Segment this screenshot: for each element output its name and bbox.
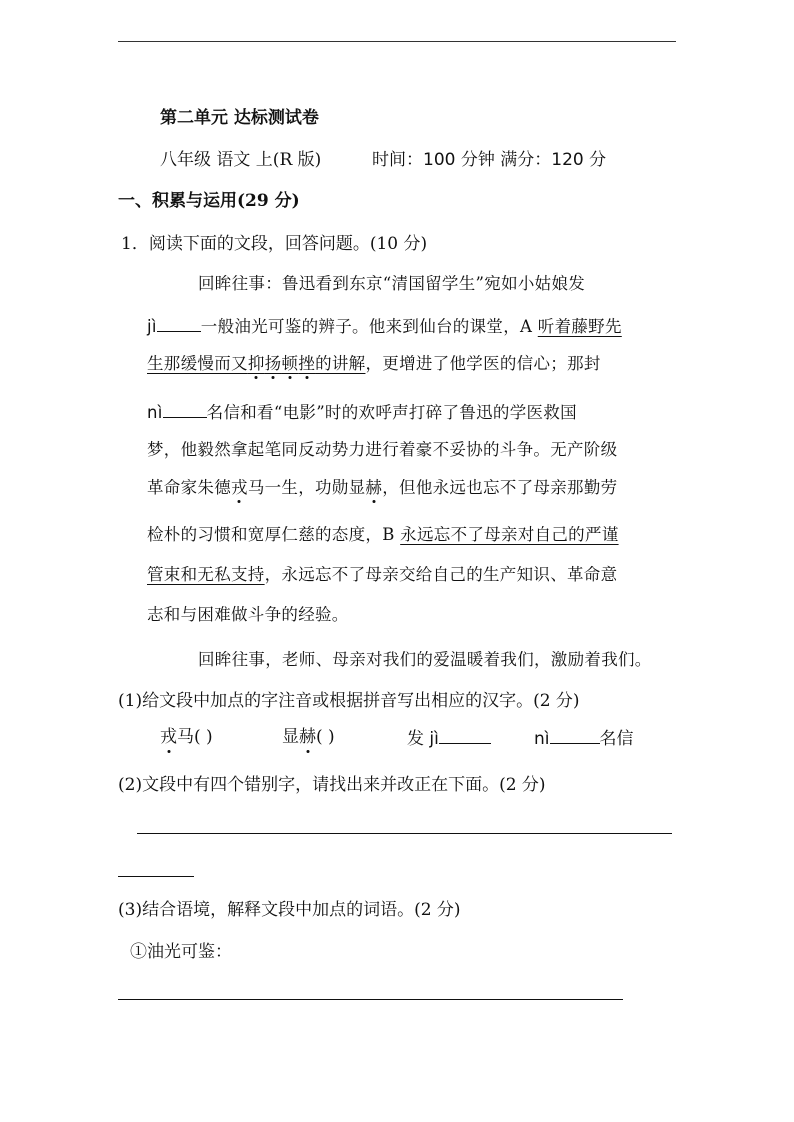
- header-rule: [118, 41, 676, 42]
- exam-title: 第二单元 达标测试卷: [160, 108, 319, 128]
- sub1-item-2[interactable]: 显赫( ): [282, 727, 335, 747]
- pinyin-ni: nì: [147, 403, 163, 422]
- passage-line-7: 检朴的习惯和宽厚仁慈的态度，B 永远忘不了母亲对自己的严谨: [147, 525, 619, 544]
- sub3-item-1: ①油光可鉴：: [130, 942, 232, 962]
- sub3-answer-line[interactable]: [118, 999, 623, 1000]
- sub1-item-4[interactable]: nì 名信: [534, 726, 634, 750]
- dotted-char-he: 赫: [365, 478, 383, 497]
- sub1-items: [160, 726, 680, 748]
- passage-line-1: 回眸往事：鲁迅看到东京“清国留学生”宛如小姑娘发: [198, 274, 586, 293]
- sub2-prompt: (2)文段中有四个错别字，请找出来并改正在下面。(2 分): [118, 775, 546, 795]
- question-1-prompt: 1．阅读下面的文段，回答问题。(10 分): [121, 234, 428, 254]
- passage-line-5: 梦，他毅然拿起笔同反动势力进行着豪不妥协的斗争。无产阶级: [147, 440, 618, 459]
- sub3-prompt: (3)结合语境，解释文段中加点的词语。(2 分): [118, 900, 461, 920]
- dotted-char: 抑: [247, 354, 265, 373]
- passage-line-10: 回眸往事，老师、母亲对我们的爱温暖着我们，激励着我们。: [198, 650, 652, 669]
- dotted-char: 扬: [264, 354, 282, 373]
- dotted-char: 挫: [298, 354, 316, 373]
- underline-a-start: 听着藤野先: [537, 317, 622, 336]
- term-youguangkejian: 油光可鉴: [234, 317, 302, 336]
- dotted-char-rong: 戎: [231, 478, 248, 497]
- exam-time-score: 时间：100 分钟 满分：120 分: [372, 150, 607, 170]
- blank-ji[interactable]: [157, 314, 201, 332]
- sub2-answer-line-2[interactable]: [118, 876, 194, 877]
- passage-line-2: jì 一般油光可鉴的辨子。他来到仙台的课堂，A 听着藤野先: [147, 314, 622, 338]
- passage-line-9: 志和与困难做斗争的经验。: [147, 605, 349, 624]
- blank-ni[interactable]: [163, 400, 207, 418]
- exam-meta: [160, 149, 607, 171]
- term-yiyangdunchuo: [248, 354, 315, 373]
- underline-b-start: 永远忘不了母亲对自己的严谨: [400, 525, 619, 544]
- dotted-char: 顿: [281, 354, 299, 373]
- exam-subject: 八年级 语文 上(R 版): [160, 150, 322, 170]
- passage-line-4: nì 名信和看“电影”时的欢呼声打碎了鲁迅的学医救国: [147, 400, 577, 424]
- sub1-item-3[interactable]: 发 jì: [407, 726, 491, 750]
- passage-line-8: 管束和无私支持，永远忘不了母亲交给自己的生产知识、革命意: [147, 565, 618, 584]
- sub1-item-1[interactable]: 戎马( ): [160, 727, 213, 747]
- section-heading: 一、积累与运用(29 分): [118, 191, 300, 211]
- sub1-prompt: (1)给文段中加点的字注音或根据拼音写出相应的汉字。(2 分): [118, 691, 580, 711]
- pinyin-ji: jì: [147, 317, 157, 336]
- passage-line-6: 革命家朱德戎马一生，功勋显赫，但他永远也忘不了母亲那勤劳: [147, 478, 618, 497]
- passage-line-3: 生那缓慢而又抑扬顿挫的讲解，更增进了他学医的信心；那封: [147, 354, 601, 373]
- sub2-answer-line-1[interactable]: [137, 833, 672, 834]
